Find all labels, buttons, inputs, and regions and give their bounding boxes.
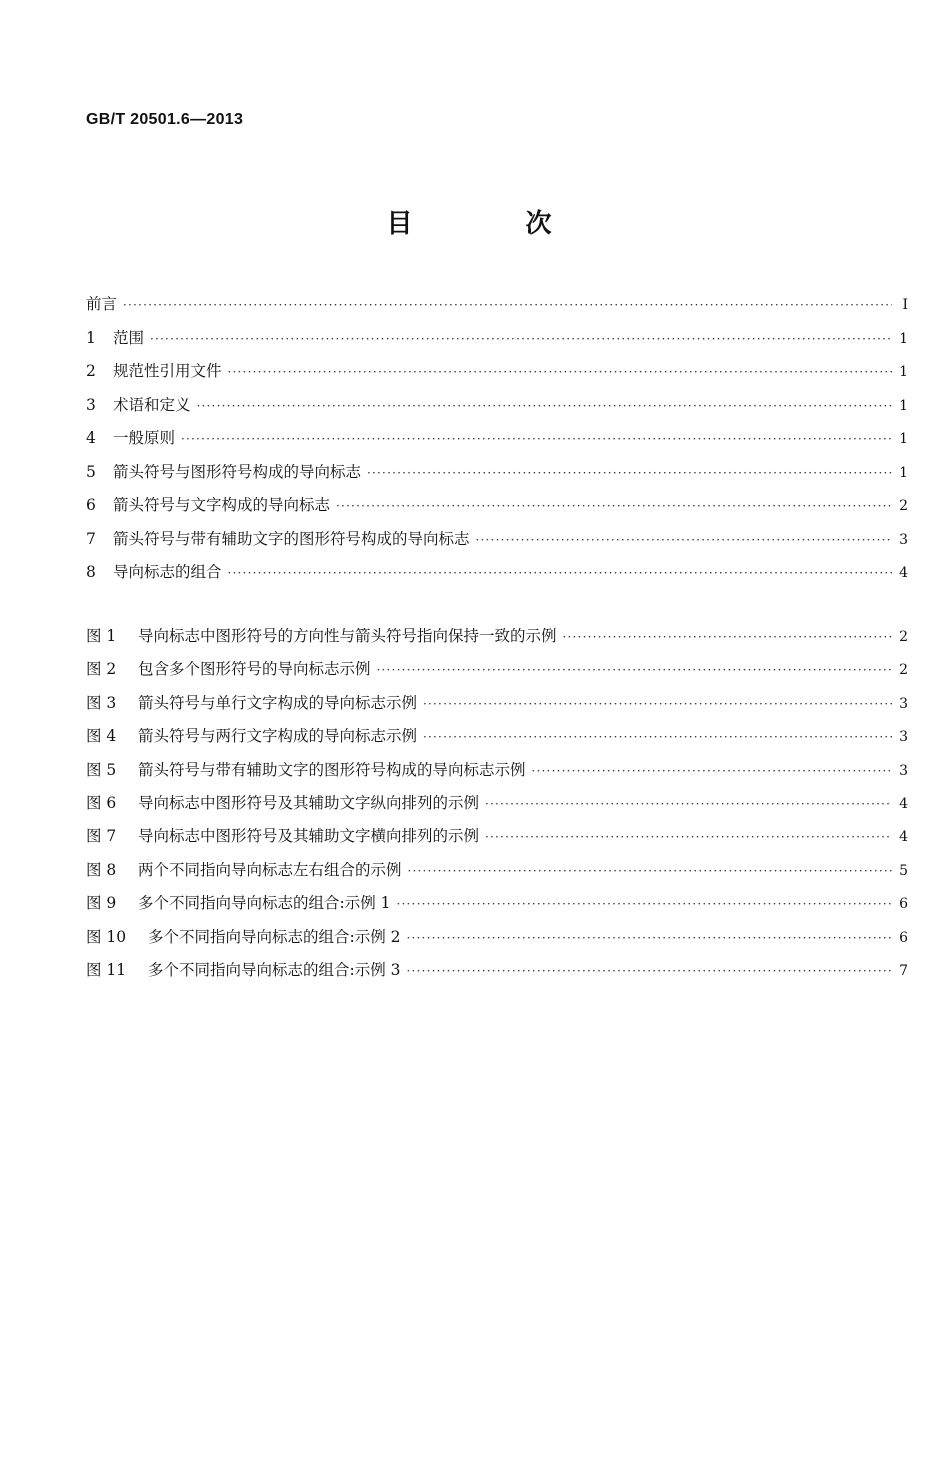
- entry-title: 箭头符号与图形符号构成的导向标志: [113, 462, 362, 481]
- entry-number: 图 11: [86, 961, 127, 979]
- entry-title: 导向标志的组合: [113, 563, 222, 581]
- entry-page-number: 7: [899, 963, 908, 979]
- leader-dots: [423, 697, 892, 711]
- entry-number: 1: [86, 328, 96, 347]
- entry-number: 3: [86, 395, 96, 414]
- entry-page-number: 1: [899, 330, 908, 347]
- entry-page-number: 4: [899, 796, 908, 812]
- entry-page-number: 3: [899, 531, 908, 548]
- entry-title: 导向标志中图形符号及其辅助文字纵向排列的示例: [138, 794, 480, 812]
- entry-title: 规范性引用文件: [113, 362, 222, 380]
- figure-entry[interactable]: [86, 958, 908, 980]
- entry-page-number: 2: [899, 662, 908, 679]
- entry-page-number: 4: [899, 829, 908, 846]
- entry-page-number: 6: [899, 929, 908, 946]
- entry-page-number: Ⅰ: [902, 297, 908, 313]
- figure-entry[interactable]: [86, 824, 908, 846]
- standard-number: GB/T 20501.6—2013: [86, 111, 244, 128]
- leader-dots: [532, 764, 892, 778]
- leader-dots: [563, 630, 892, 644]
- entry-page-number: 1: [899, 431, 908, 447]
- entry-number: 图 3: [86, 693, 117, 712]
- leader-dots: [336, 499, 892, 513]
- entry-number: 4: [86, 429, 96, 447]
- toc-entry[interactable]: [86, 560, 908, 582]
- entry-number: 图 6: [86, 794, 117, 812]
- entry-title: 两个不同指向导向标志左右组合的示例: [138, 860, 402, 879]
- figure-entry[interactable]: [86, 624, 908, 646]
- entry-title: 前言: [86, 295, 118, 313]
- entry-page-number: 3: [899, 729, 908, 746]
- leader-dots: [423, 730, 892, 744]
- toc-entry[interactable]: [86, 426, 908, 448]
- entry-number: 图 2: [86, 660, 117, 679]
- toc-entry[interactable]: [86, 359, 908, 381]
- entry-title: 箭头符号与带有辅助文字的图形符号构成的导向标志: [113, 529, 470, 548]
- entry-page-number: 1: [899, 364, 908, 380]
- entry-number: 图 10: [86, 927, 127, 946]
- toc-entry[interactable]: [86, 292, 908, 314]
- figure-entry[interactable]: [86, 891, 908, 913]
- figure-entry[interactable]: [86, 791, 908, 813]
- entry-number: 6: [86, 496, 96, 514]
- entry-title: 包含多个图形符号的导向标志示例: [138, 660, 371, 679]
- entry-title: 范围: [113, 328, 145, 347]
- figure-entry[interactable]: [86, 724, 908, 746]
- figure-entry[interactable]: [86, 657, 908, 679]
- entry-number: 5: [86, 462, 96, 481]
- entry-page-number: 2: [899, 629, 908, 645]
- entry-number: 7: [86, 529, 96, 548]
- entry-title: 多个不同指向导向标志的组合:示例 2: [148, 927, 401, 946]
- entry-title: 多个不同指向导向标志的组合:示例 3: [148, 961, 401, 979]
- entry-page-number: 3: [899, 695, 908, 712]
- entry-number: 图 5: [86, 760, 117, 779]
- entry-title: 术语和定义: [113, 395, 191, 414]
- entry-title: 导向标志中图形符号及其辅助文字横向排列的示例: [138, 827, 480, 846]
- entry-page-number: 4: [899, 565, 908, 581]
- toc-entry[interactable]: [86, 527, 908, 549]
- entry-title: 一般原则: [113, 429, 176, 447]
- entry-page-number: 5: [899, 862, 908, 879]
- leader-dots: [407, 931, 892, 945]
- toc-entry[interactable]: [86, 493, 908, 515]
- entry-number: 图 1: [86, 627, 117, 645]
- entry-number: 图 4: [86, 727, 117, 746]
- entry-page-number: 6: [899, 896, 908, 913]
- toc-entry[interactable]: [86, 460, 908, 482]
- page-title: 目 次: [386, 209, 604, 239]
- leader-dots: [485, 830, 892, 844]
- entry-title: 箭头符号与文字构成的导向标志: [113, 496, 331, 514]
- toc-entry[interactable]: [86, 393, 908, 415]
- entry-title: 箭头符号与两行文字构成的导向标志示例: [138, 727, 418, 746]
- entry-number: 2: [86, 362, 96, 380]
- leader-dots: [123, 298, 892, 312]
- entry-number: 8: [86, 563, 96, 581]
- entry-page-number: 3: [899, 762, 908, 779]
- entry-page-number: 2: [899, 498, 908, 514]
- entry-title: 导向标志中图形符号的方向性与箭头符号指向保持一致的示例: [138, 627, 557, 645]
- leader-dots: [377, 663, 892, 677]
- entry-title: 箭头符号与带有辅助文字的图形符号构成的导向标志示例: [138, 760, 526, 779]
- figure-entry[interactable]: [86, 858, 908, 880]
- figure-entry[interactable]: [86, 691, 908, 713]
- leader-dots: [181, 432, 892, 446]
- leader-dots: [476, 533, 892, 547]
- leader-dots: [150, 332, 892, 346]
- entry-title: 箭头符号与单行文字构成的导向标志示例: [138, 693, 418, 712]
- figure-entry[interactable]: [86, 758, 908, 780]
- entry-number: 图 7: [86, 827, 117, 846]
- figure-entry[interactable]: [86, 925, 908, 947]
- leader-dots: [397, 897, 892, 911]
- toc-entry[interactable]: [86, 326, 908, 348]
- entry-number: 图 8: [86, 860, 117, 879]
- entry-page-number: 1: [899, 464, 908, 481]
- entry-number: 图 9: [86, 894, 117, 913]
- leader-dots: [228, 365, 892, 379]
- entry-title: 多个不同指向导向标志的组合:示例 1: [138, 894, 391, 913]
- leader-dots: [197, 399, 892, 413]
- leader-dots: [228, 566, 892, 580]
- leader-dots: [367, 466, 892, 480]
- entry-page-number: 1: [899, 397, 908, 414]
- leader-dots: [408, 864, 892, 878]
- leader-dots: [407, 964, 892, 978]
- leader-dots: [485, 797, 892, 811]
